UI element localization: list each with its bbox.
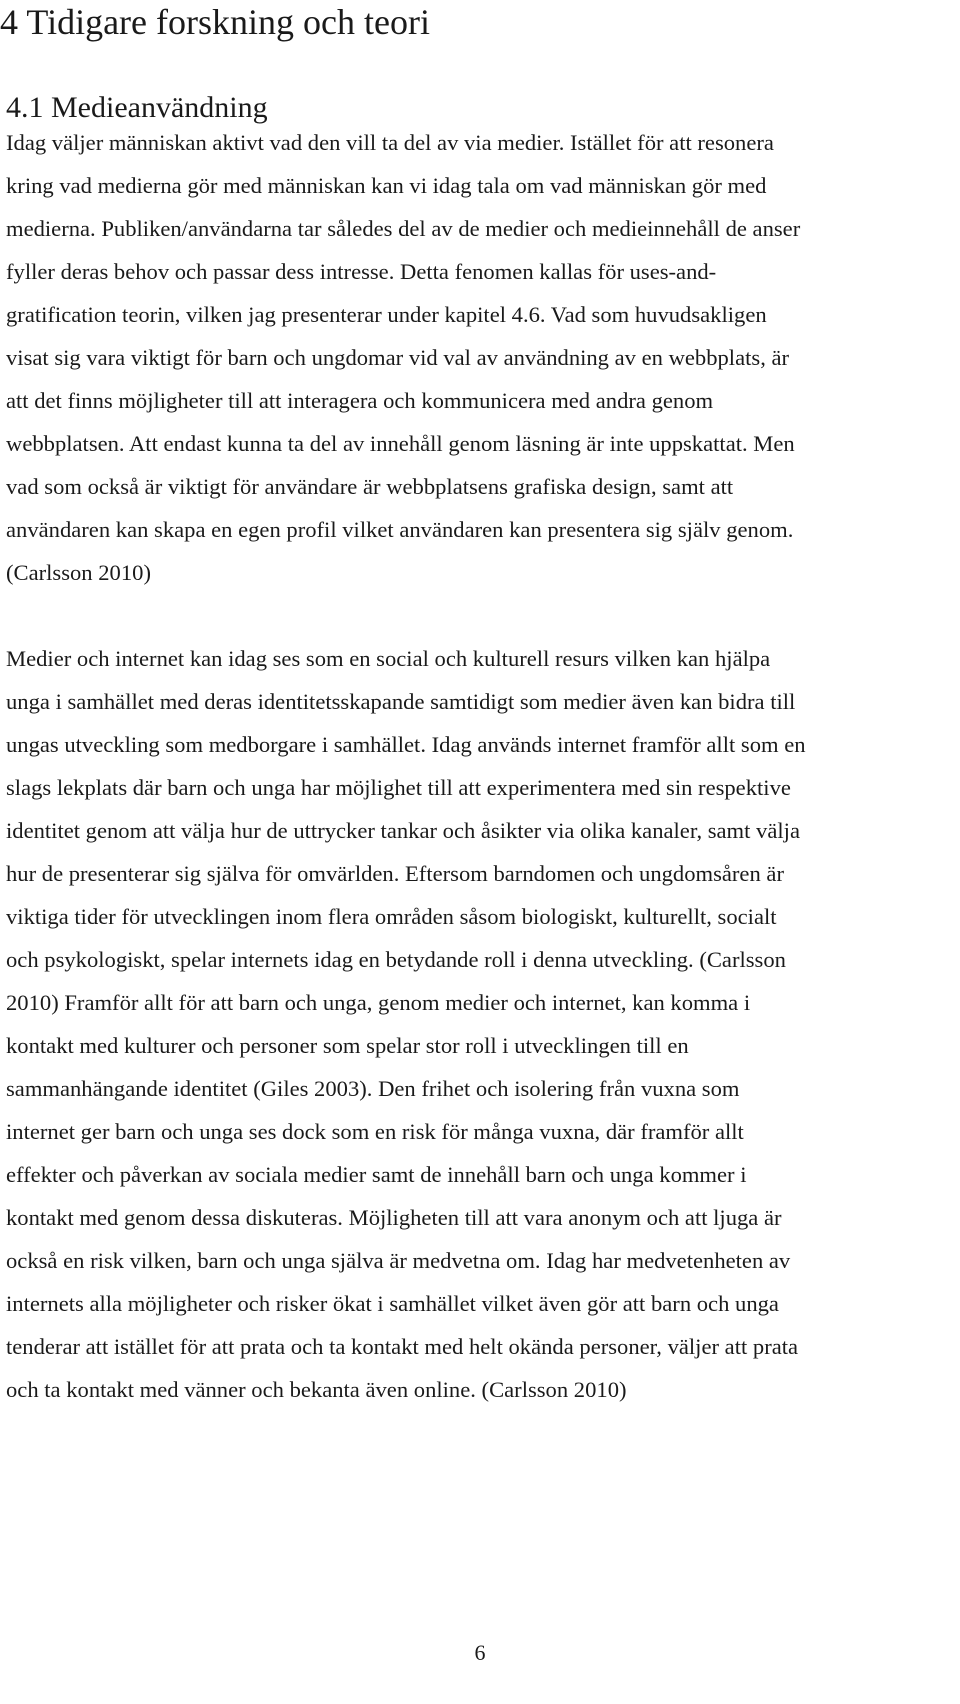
page-number: 6 <box>474 1640 486 1665</box>
text-line: viktiga tider för utvecklingen inom flera områden såsom biologiskt, kulturellt, socialt <box>6 904 777 929</box>
text-line: Idag väljer människan aktivt vad den vill ta del av via medier. Istället för att resonera <box>6 130 774 155</box>
text-line: (Carlsson 2010) <box>6 560 151 585</box>
text-line: gratification teorin, vilken jag presenterar under kapitel 4.6. Vad som huvudsakligen <box>6 302 767 327</box>
text-line: vad som också är viktigt för användare är webbplatsens grafiska design, samt att <box>6 474 734 499</box>
text-line: att det finns möjligheter till att interagera och kommunicera med andra genom <box>6 388 714 413</box>
text-line: identitet genom att välja hur de uttrycker tankar och åsikter via olika kanaler, samt välja <box>6 818 800 843</box>
text-line: visat sig vara viktigt för barn och ungdomar vid val av användning av en webbplats, är <box>6 345 790 370</box>
text-line: användaren kan skapa en egen profil vilket användaren kan presentera sig själv genom. <box>6 517 794 542</box>
text-line: hur de presenterar sig själva för omvärlden. Eftersom barndomen och ungdomsåren är <box>6 861 784 886</box>
text-line: också en risk vilken, barn och unga själva är medvetna om. Idag har medvetenheten av <box>6 1248 791 1273</box>
text-line: medierna. Publiken/användarna tar således del av de medier och medieinnehåll de anser <box>6 216 801 241</box>
section-heading: 4.1 Medieanvändning <box>6 91 268 124</box>
text-line: kring vad medierna gör med människan kan vi idag tala om vad människan gör med <box>6 173 767 198</box>
text-line: effekter och påverkan av sociala medier samt de innehåll barn och unga kommer i <box>6 1162 747 1187</box>
text-line: Medier och internet kan idag ses som en social och kulturell resurs vilken kan hjälpa <box>6 646 771 671</box>
text-line: och ta kontakt med vänner och bekanta även online. (Carlsson 2010) <box>6 1377 627 1402</box>
text-line: tenderar att istället för att prata och ta kontakt med helt okända personer, väljer att prata <box>6 1334 799 1359</box>
text-line: webbplatsen. Att endast kunna ta del av innehåll genom läsning är inte uppskattat. Men <box>6 431 795 456</box>
text-line: internets alla möjligheter och risker ökat i samhället vilket även gör att barn och unga <box>6 1291 779 1316</box>
text-line: sammanhängande identitet (Giles 2003). Den frihet och isolering från vuxna som <box>6 1076 740 1101</box>
text-line: fyller deras behov och passar dess intresse. Detta fenomen kallas för uses-and- <box>6 259 717 284</box>
text-line: slags lekplats där barn och unga har möjlighet till att experimentera med sin respektive <box>6 775 791 800</box>
text-line: internet ger barn och unga ses dock som en risk för många vuxna, där framför allt <box>6 1119 744 1144</box>
text-line: kontakt med kulturer och personer som spelar stor roll i utvecklingen till en <box>6 1033 689 1058</box>
text-line: ungas utveckling som medborgare i samhället. Idag används internet framför allt som en <box>6 732 806 757</box>
text-line: 2010) Framför allt för att barn och unga, genom medier och internet, kan komma i <box>6 990 751 1015</box>
text-line: och psykologiskt, spelar internets idag en betydande roll i denna utveckling. (Carlsson <box>6 947 786 972</box>
text-line: kontakt med genom dessa diskuteras. Möjligheten till att vara anonym och att ljuga är <box>6 1205 782 1230</box>
chapter-heading: 4 Tidigare forskning och teori <box>0 2 430 42</box>
text-line: unga i samhället med deras identitetsskapande samtidigt som medier även kan bidra till <box>6 689 796 714</box>
